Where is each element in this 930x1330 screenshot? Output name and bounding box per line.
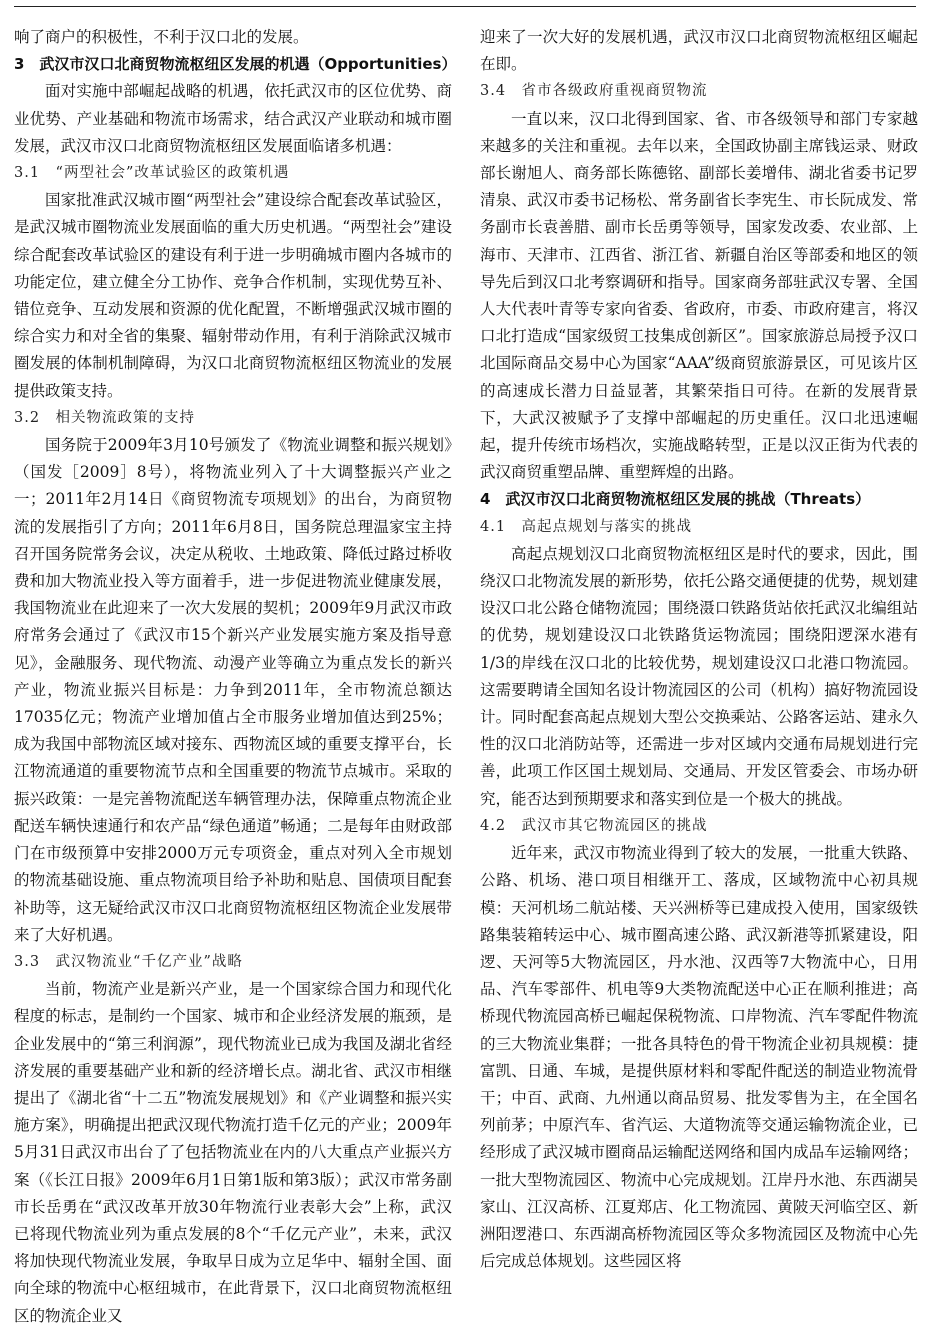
- subsection-3-3-body: 当前，物流产业是新兴产业，是一个国家综合国力和现代化程度的标志，是制约一个国家、城市和企业经济发展的瓶颈，是企业发展中的“第三利润源”，现代物流业已成为我国及湖北省经济发展的重要基础产业和新的经济增长点。湖北省、武汉市相继提出了《湖北省“十二五”物流发展规划》和《产业调整和振兴实施方案》，明确提出把武汉现代物流打造千亿元的产业；2009年5月31日武汉市出台了了包括物流业在内的八大重点产业振兴方案（《长江日报》2009年6月1日第1版和第3版）；武汉市常务副市长岳勇在“武汉改革开放30年物流行业表彰大会”上称，武汉已将现代物流业列为重点发展的8个“千亿元产业”，未来，武汉将加快现代物流业发展，争取早日成为立足华中、辐射全国、面向全球的物流中心枢纽城市，在此背景下，汉口北商贸物流枢纽区的物流企业又: [14, 980, 452, 1325]
- subsection-3-1-body: 国家批准武汉城市圈“两型社会”建设综合配套改革试验区，是武汉城市圈物流业发展面临的重大历史机遇。“两型社会”建设综合配套改革试验区的建设有利于进一步明确城市圈内各城市的功能定位，建立健全分工协作、竞争合作机制，实现优势互补、错位竞争、互动发展和资源的优化配置，不断增强武汉城市圈的综合实力和对全省的集聚、辐射带动作用，有利于消除武汉城市圈发展的体制机制障碍，为汉口北商贸物流枢纽区物流业的发展提供政策支持。: [14, 191, 452, 400]
- subsection-3-4-body: 一直以来，汉口北得到国家、省、市各级领导和部门专家越来越多的关注和重视。去年以来，全国政协副主席钱运录、财政部长谢旭人、商务部长陈德铭、副部长姜增伟、湖北省委书记罗清泉、武汉市委书记杨松、常务副省长李宪生、市长阮成发、常务副市长袁善腊、副市长岳勇等领导，国家发改委、农业部、上海市、天津市、江西省、浙江省、新疆自治区等部委和地区的领导先后到汉口北考察调研和指导。国家商务部驻武汉专署、全国人大代表叶青等专家向省委、省政府，市委、市政府建言，将汉口北打造成“国家级贸工技集成创新区”。国家旅游总局授予汉口北国际商品交易中心为国家“AAA”级商贸旅游景区，可见该片区的高速成长潜力日益显著，其繁荣指日可待。在新的发展背景下，大武汉被赋予了支撑中部崛起的历史重任。汉口北迅速崛起，提升传统市场档次，实施战略转型，正是以汉正街为代表的武汉商贸重塑品牌、重塑辉煌的出路。: [480, 109, 918, 482]
- subsection-4-1-body: 高起点规划汉口北商贸物流枢纽区是时代的要求，因此，围绕汉口北物流发展的新形势，依托公路交通便捷的优势，规划建设汉口北公路仓储物流园；围绕滠口铁路货站依托武汉北编组站的优势，规划建设汉口北铁路货运物流园；围绕阳逻深水港有1/3的岸线在汉口北的比较优势，规划建设汉口北港口物流园。这需要聘请全国知名设计物流园区的公司（机构）搞好物流园设计。同时配套高起点规划大型公交换乘站、公路客运站、建永久性的汉口北消防站等，还需进一步对区域内交通布局规划进行完善，此项工作区国土规划局、交通局、开发区管委会、市场办研究，能否达到预期要求和落实到位是一个极大的挑战。: [480, 544, 918, 808]
- section-3-intro: 面对实施中部崛起战略的机遇，依托武汉市的区位优势、商业优势、产业基础和物流市场需求，结合武汉产业联动和城市圈发展，武汉市汉口北商贸物流枢纽区发展面临诸多机遇：: [14, 82, 452, 155]
- subsection-4-2-heading: 4.2 武汉市其它物流园区的挑战: [480, 817, 708, 834]
- subsection-3-2-heading: 3.2 相关物流政策的支持: [14, 409, 196, 426]
- left-column: [14, 24, 457, 1330]
- subsection-4-2-body: 近年来，武汉市物流业得到了较大的发展，一批重大铁路、公路、机场、港口项目相继开工、落成，区域物流中心初具规模：天河机场二航站楼、天兴洲桥等已建成投入使用，国家级铁路集装箱转运中心、城市圈高速公路、武汉新港等抓紧建设，阳逻、天河等5大物流园区，丹水池、汉西等7大物流中心，日用品、汽车零部件、机电等9大类物流配送中心正在顺利推进；高桥现代物流园高桥已崛起保税物流、口岸物流、汽车零配件物流的三大物流业集群；一批各具特色的骨干物流企业初具规模：捷富凯、日通、车城，是提供原材料和零配件配送的制造业物流骨干；中百、武商、九州通以商品贸易、批发零售为主，在全国名列前茅；中原汽车、省汽运、大道物流等交通运输物流企业，已经形成了武汉城市圈商品运输配送网络和国内成品车运输网络；一批大型物流园区、物流中心完成规划。江岸丹水池、东西湖吴家山、江汉高桥、江夏郑店、化工物流园、黄陂天河临空区、新洲阳逻港口、东西湖高桥物流园区等众多物流园区及物流中心先后完成总体规划。这些园区将: [480, 844, 918, 1271]
- section-4-heading: 4 武汉市汉口北商贸物流枢纽区发展的挑战（Threats）: [480, 490, 871, 509]
- subsection-3-2-body: 国务院于2009年3月10号颁发了《物流业调整和振兴规划》（国发［2009］8号），将物流业列入了十大调整振兴产业之一；2011年2月14日《商贸物流专项规划》的出台，为商贸物流的发展指引了方向；2011年6月8日，国务院总理温家宝主持召开国务院常务会议，决定从税收、土地政策、降低过路过桥收费和加大物流业投入等方面着手，进一步促进物流业健康发展，我国物流业在此迎来了一次大发展的契机；2009年9月武汉市政府常务会通过了《武汉市15个新兴产业发展实施方案及指导意见》，金融服务、现代物流、动漫产业等确立为重点发长的新兴产业，物流业振兴目标是：力争到2011年，全市物流总额达17035亿元；物流产业增加值占全市服务业增加值达到25%；成为我国中部物流区域对接东、西物流区域的重要支撑平台，长江物流通道的重要物流节点和全国重要的物流节点城市。采取的振兴政策：一是完善物流配送车辆管理办法，保障重点物流企业配送车辆快速通行和农产品“绿色通道”畅通；二是每年由财政部门在市级预算中安排2000万元专项资金，重点对列入全市规划的物流基础设施、重点物流项目给予补助和贴息、国债项目配套补助等，这无疑给武汉市汉口北商贸物流枢纽区物流企业发展带来了大好机遇。: [14, 436, 452, 944]
- subsection-4-1-heading: 4.1 高起点规划与落实的挑战: [480, 518, 693, 535]
- continued-paragraph: 响了商户的积极性，不利于汉口北的发展。: [14, 28, 309, 46]
- continued-paragraph: 迎来了一次大好的发展机遇，武汉市汉口北商贸物流枢纽区崛起在即。: [480, 28, 918, 74]
- right-column: [480, 24, 918, 1275]
- subsection-3-4-heading: 3.4 省市各级政府重视商贸物流: [480, 83, 708, 100]
- section-3-heading: 3 武汉市汉口北商贸物流枢纽区发展的机遇（Opportunities）: [14, 55, 457, 74]
- subsection-3-3-heading: 3.3 武汉物流业“千亿产业”战略: [14, 953, 243, 970]
- subsection-3-1-heading: 3.1 “两型社会”改革试验区的政策机遇: [14, 165, 290, 182]
- header-rule: [14, 6, 916, 7]
